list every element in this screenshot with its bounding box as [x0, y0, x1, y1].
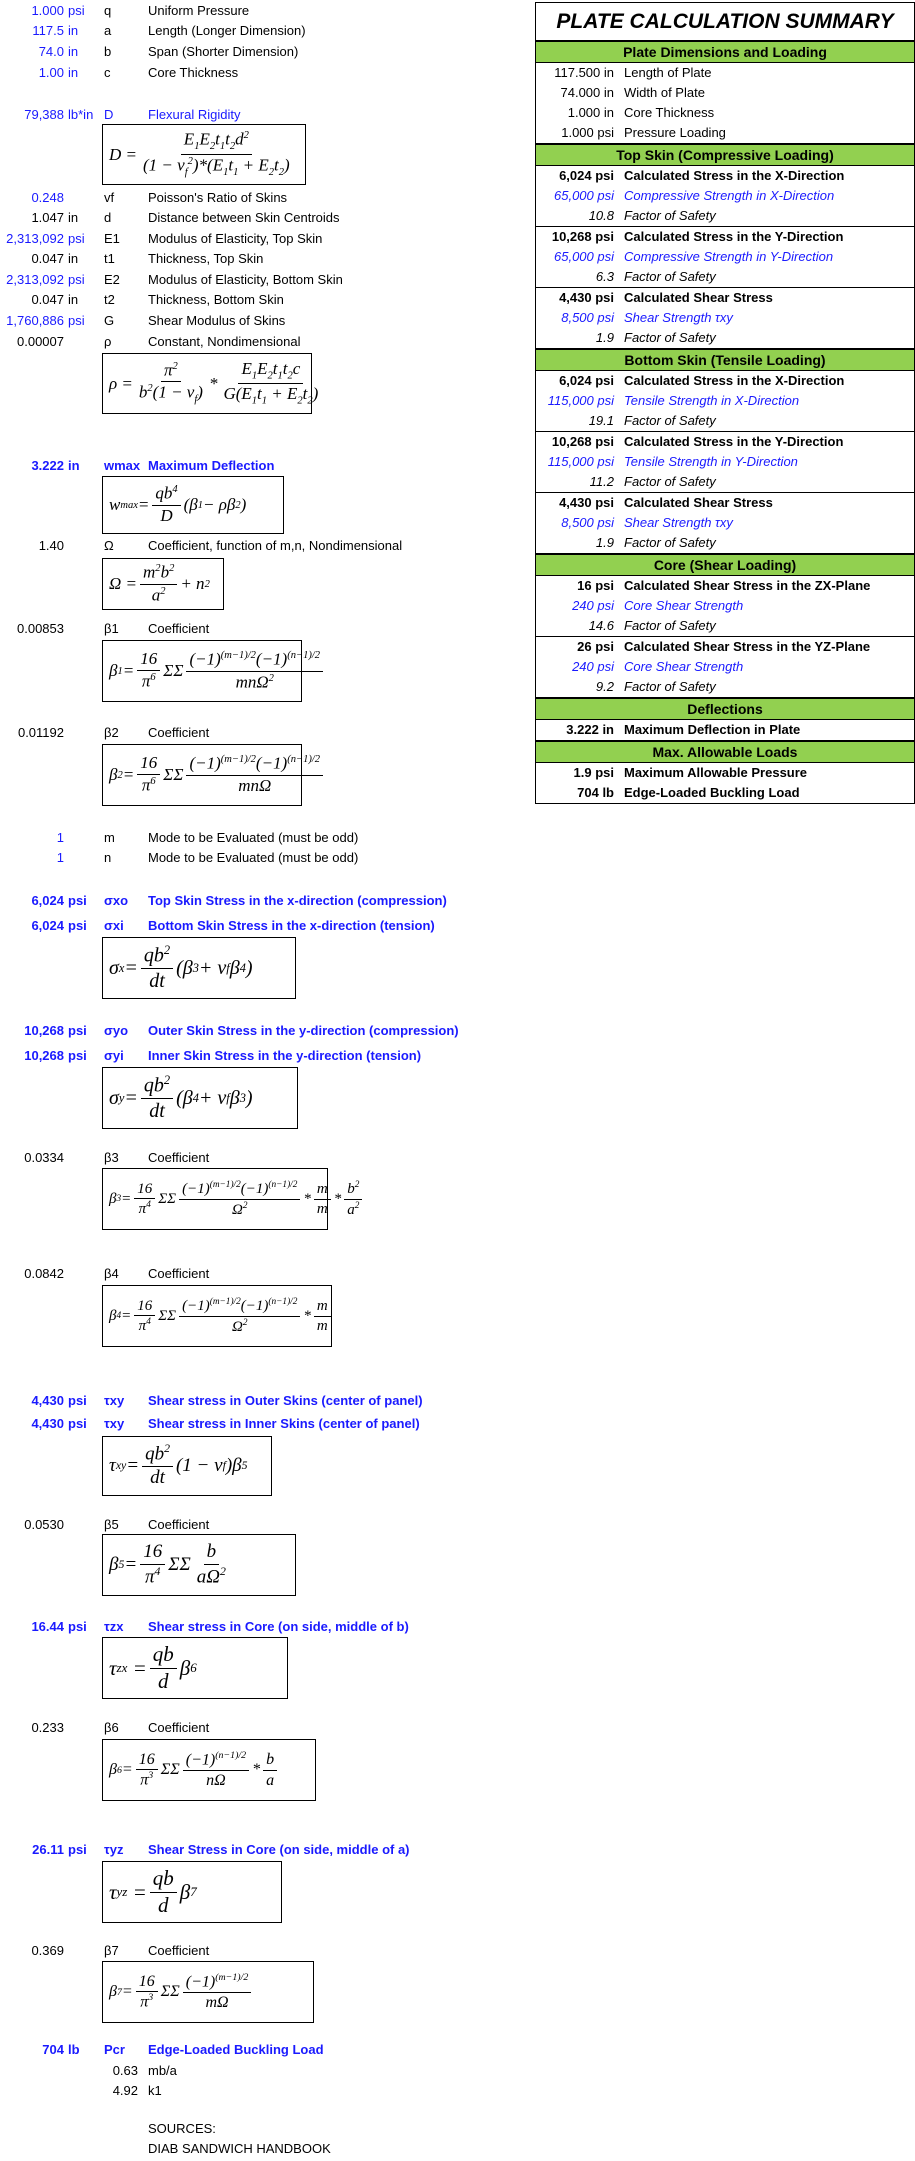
coefficient-desc: Coefficient	[148, 1150, 210, 1165]
summary-value: 1.000 in	[567, 105, 614, 120]
summary-value: 6,024 psi	[559, 168, 614, 183]
result-symbol: τxy	[104, 1393, 125, 1408]
summary-label: Core Shear Strength	[624, 659, 744, 674]
property-desc: Modulus of Elasticity, Bottom Skin	[148, 272, 343, 287]
summary-row	[536, 533, 914, 553]
summary-group	[536, 637, 914, 698]
property-unit: psi	[68, 231, 85, 246]
property-desc: Constant, Nondimensional	[148, 334, 301, 349]
flexural-rigidity-row	[0, 105, 520, 125]
input-symbol: a	[104, 23, 112, 38]
result-value: 6,024	[31, 893, 64, 908]
property-value: 2,313,092	[6, 231, 64, 246]
summary-row	[536, 720, 914, 740]
formula-tau-yz: τ yz = $\frac{qb}{d}$ β 7	[102, 1861, 282, 1923]
summary-row	[536, 411, 914, 431]
result-unit: psi	[68, 1416, 87, 1431]
result-symbol: τxy	[104, 1416, 125, 1431]
summary-body	[536, 41, 914, 803]
stress-row-sigma-xo	[0, 891, 520, 911]
beta2-row	[0, 723, 520, 743]
summary-row	[536, 63, 914, 83]
result-desc: Bottom Skin Stress in the x-direction (tension)	[148, 918, 435, 933]
summary-row	[536, 783, 914, 803]
summary-value: 4,430 psi	[559, 290, 614, 305]
mode-value: 1	[56, 850, 64, 865]
summary-row	[536, 677, 914, 697]
property-symbol: E1	[104, 231, 120, 246]
result-unit: psi	[68, 1023, 87, 1038]
property-row-g	[0, 311, 520, 331]
result-unit: lb	[68, 2042, 80, 2057]
property-symbol: ρ	[104, 334, 112, 349]
formula-rho: ρ = $\frac{\pi^2}{b^2(1 - v_f)}$ * $\frac{E_1E_2t_1t_2c}{G(E_1t_1 + E_2t_2)}$	[102, 353, 312, 414]
mode-desc: Mode to be Evaluated (must be odd)	[148, 850, 359, 865]
summary-group	[536, 576, 914, 637]
summary-group	[536, 166, 914, 227]
summary-row	[536, 83, 914, 103]
coefficient-value: 0.01192	[17, 725, 64, 740]
result-desc: Inner Skin Stress in the y-direction (tension)	[148, 1048, 422, 1063]
property-value: 0.047	[31, 251, 64, 266]
formula-sigma-x: σ x = $\frac{qb^2}{dt}$ (β 3 + v f β 4 )	[102, 937, 296, 999]
property-desc: Thickness, Bottom Skin	[148, 292, 284, 307]
summary-value: 6.3	[595, 269, 614, 284]
summary-title: PLATE CALCULATION SUMMARY	[536, 3, 914, 41]
summary-label: Width of Plate	[624, 85, 705, 100]
property-row-t1	[0, 249, 520, 269]
mode-symbol: n	[104, 850, 112, 865]
summary-value: 8,500 psi	[561, 515, 614, 530]
summary-group	[536, 763, 914, 803]
coefficient-symbol: β7	[104, 1943, 119, 1958]
mode-row-m	[0, 828, 520, 848]
summary-value: 117.500 in	[554, 65, 614, 80]
input-desc: Uniform Pressure	[148, 3, 250, 18]
summary-group	[536, 288, 914, 349]
formula-wmax: w max = $\frac{qb^4}{D}$ (β 1 − ρβ 2 )	[102, 476, 284, 534]
buckling-k1-row	[0, 2081, 520, 2101]
property-symbol: t1	[104, 251, 115, 266]
coefficient-symbol: β6	[104, 1720, 119, 1735]
sources-text: DIAB SANDWICH HANDBOOK	[148, 2141, 331, 2156]
result-unit: psi	[68, 918, 87, 933]
property-unit: in	[68, 251, 79, 266]
summary-row	[536, 432, 914, 452]
input-value: 117.5	[32, 23, 64, 38]
property-unit: psi	[68, 272, 85, 287]
result-desc: Top Skin Stress in the x-direction (compression)	[148, 893, 447, 908]
property-value: 0.00007	[17, 334, 64, 349]
input-unit: in	[68, 44, 79, 59]
summary-value: 10,268 psi	[551, 434, 614, 449]
input-symbol: q	[104, 3, 112, 18]
summary-label: Factor of Safety	[624, 679, 716, 694]
property-symbol: E2	[104, 272, 120, 287]
coefficient-symbol: β4	[104, 1266, 119, 1281]
ratio-value: 0.63	[112, 2063, 138, 2078]
property-row-t2	[0, 290, 520, 310]
property-unit: in	[68, 292, 79, 307]
summary-value: 19.1	[588, 413, 614, 428]
property-unit: psi	[68, 313, 85, 328]
summary-label: Tensile Strength in X-Direction	[624, 393, 800, 408]
buckling-load-row	[0, 2040, 520, 2060]
summary-group	[536, 371, 914, 432]
deflection-row	[0, 456, 520, 476]
beta4-row	[0, 1264, 520, 1284]
summary-group	[536, 63, 914, 144]
formula-beta1: β 1 = $\frac{16}{\pi^6}$ ΣΣ $\frac{(-1)^{(m-1)/2}(-1)^{(n-1)/2}}{mn\Omega^2}$	[102, 640, 302, 702]
result-symbol: τzx	[104, 1619, 124, 1634]
summary-row	[536, 371, 914, 391]
summary-section-header: Bottom Skin (Tensile Loading)	[536, 349, 914, 371]
property-unit: in	[68, 210, 79, 225]
result-desc: Shear stress in Outer Skins (center of panel)	[148, 1393, 423, 1408]
property-symbol: G	[104, 313, 115, 328]
summary-value: 10,268 psi	[551, 229, 614, 244]
result-value: 10,268	[24, 1023, 64, 1038]
coefficient-value: 0.369	[31, 1943, 64, 1958]
stress-row-sigma-yo	[0, 1021, 520, 1041]
result-symbol: σyi	[104, 1048, 124, 1063]
summary-row	[536, 123, 914, 143]
summary-label: Length of Plate	[624, 65, 712, 80]
beta3-row	[0, 1148, 520, 1168]
summary-value: 115,000 psi	[547, 454, 614, 469]
coefficient-value: 0.0334	[24, 1150, 64, 1165]
summary-group	[536, 720, 914, 741]
coefficient-symbol: β5	[104, 1517, 119, 1532]
summary-label: Compressive Strength in X-Direction	[624, 188, 835, 203]
result-desc: Edge-Loaded Buckling Load	[148, 2042, 324, 2057]
summary-label: Shear Strength τxy	[624, 310, 733, 325]
coefficient-value: 0.0530	[24, 1517, 64, 1532]
summary-label: Compressive Strength in Y-Direction	[624, 249, 834, 264]
summary-label: Core Thickness	[624, 105, 715, 120]
summary-label: Calculated Shear Stress in the YZ-Plane	[624, 639, 871, 654]
coefficient-value: 0.0842	[24, 1266, 64, 1281]
summary-label: Calculated Shear Stress	[624, 495, 773, 510]
summary-value: 8,500 psi	[561, 310, 614, 325]
summary-row	[536, 308, 914, 328]
beta6-row	[0, 1718, 520, 1738]
summary-value: 4,430 psi	[559, 495, 614, 510]
input-value: 74.0	[38, 44, 64, 59]
summary-section-header: Max. Allowable Loads	[536, 741, 914, 763]
property-value: 0.047	[31, 292, 64, 307]
result-symbol: σxo	[104, 893, 129, 908]
property-desc: Shear Modulus of Skins	[148, 313, 286, 328]
result-unit: psi	[68, 1619, 87, 1634]
coefficient-desc: Coefficient	[148, 1266, 210, 1281]
property-value: 2,313,092	[6, 272, 64, 287]
summary-group	[536, 432, 914, 493]
summary-row	[536, 616, 914, 636]
summary-row	[536, 493, 914, 513]
summary-label: Calculated Shear Stress in the ZX-Plane	[624, 578, 871, 593]
summary-label: Shear Strength τxy	[624, 515, 733, 530]
input-value: 1.00	[38, 65, 64, 80]
summary-row	[536, 576, 914, 596]
summary-value: 704 lb	[577, 785, 614, 800]
coefficient-desc: Coefficient	[148, 725, 210, 740]
formula-beta4: β 4 = $\frac{16}{\pi^4}$ ΣΣ $\frac{(-1)^{(m-1)/2}(-1)^{(n-1)/2}}{\Omega^2}$ * $\frac{m}{m}$	[102, 1285, 332, 1347]
summary-value: 74.000 in	[560, 85, 614, 100]
property-symbol: d	[104, 210, 112, 225]
summary-row	[536, 513, 914, 533]
summary-row	[536, 472, 914, 492]
result-symbol: Pcr	[104, 2042, 125, 2057]
beta7-row	[0, 1941, 520, 1961]
input-desc: Length (Longer Dimension)	[148, 23, 306, 38]
coefficient-desc: Coefficient, function of m,n, Nondimensional	[148, 538, 403, 553]
property-value: 1,760,886	[6, 313, 64, 328]
summary-group	[536, 493, 914, 554]
input-symbol: c	[104, 65, 111, 80]
coefficient-value: 0.00853	[17, 621, 64, 636]
property-symbol: t2	[104, 292, 115, 307]
result-symbol: σxi	[104, 918, 124, 933]
summary-row	[536, 227, 914, 247]
input-symbol: b	[104, 44, 112, 59]
result-value: 4,430	[31, 1393, 64, 1408]
coefficient-desc: Coefficient	[148, 621, 210, 636]
result-desc: Maximum Deflection	[148, 458, 275, 473]
k1-value: 4.92	[112, 2083, 138, 2098]
input-unit: psi	[68, 3, 85, 18]
summary-label: Factor of Safety	[624, 618, 716, 633]
summary-value: 1.000 psi	[561, 125, 614, 140]
input-row-a	[0, 21, 520, 41]
property-row-vf	[0, 188, 520, 208]
coefficient-symbol: β2	[104, 725, 119, 740]
summary-row	[536, 657, 914, 677]
omega-row	[0, 536, 520, 556]
summary-label: Tensile Strength in Y-Direction	[624, 454, 798, 469]
result-desc: Shear stress in Inner Skins (center of panel)	[148, 1416, 420, 1431]
formula-tau-zx: τ zx = $\frac{qb}{d}$ β 6	[102, 1637, 288, 1699]
property-row-d	[0, 208, 520, 228]
sources-label: SOURCES:	[148, 2121, 216, 2136]
summary-value: 14.6	[588, 618, 614, 633]
property-symbol: vf	[104, 190, 115, 205]
property-desc: Thickness, Top Skin	[148, 251, 264, 266]
input-value: 1.000	[31, 3, 64, 18]
formula-beta7: β 7 = $\frac{16}{\pi^3}$ ΣΣ $\frac{(-1)^{(m-1)/2}}{m\Omega}$	[102, 1961, 314, 2023]
formula-beta6: β 6 = $\frac{16}{\pi^3}$ ΣΣ $\frac{(-1)^{(n-1)/2}}{n\Omega}$ * $\frac{b}{a}$	[102, 1739, 316, 1801]
property-row-e2	[0, 270, 520, 290]
property-row-rho	[0, 332, 520, 352]
ratio-label: mb/a	[148, 2063, 177, 2078]
summary-value: 11.2	[589, 474, 614, 489]
input-unit: in	[68, 65, 79, 80]
coefficient-symbol: β3	[104, 1150, 119, 1165]
summary-row	[536, 452, 914, 472]
formula-beta2: β 2 = $\frac{16}{\pi^6}$ ΣΣ $\frac{(-1)^{(m-1)/2}(-1)^{(n-1)/2}}{\text{mnΩ}}$	[102, 744, 302, 806]
summary-value: 1.9 psi	[573, 765, 614, 780]
summary-row	[536, 763, 914, 783]
summary-row	[536, 247, 914, 267]
coefficient-desc: Coefficient	[148, 1517, 210, 1532]
summary-section-header: Plate Dimensions and Loading	[536, 41, 914, 63]
summary-label: Edge-Loaded Buckling Load	[624, 785, 800, 800]
result-value: 3.222	[31, 458, 64, 473]
result-unit: psi	[68, 1048, 87, 1063]
beta5-row	[0, 1515, 520, 1535]
summary-value: 16 psi	[577, 578, 614, 593]
stress-row-sigma-xi	[0, 916, 520, 936]
property-desc: Poisson's Ratio of Skins	[148, 190, 288, 205]
coefficient-desc: Coefficient	[148, 1720, 210, 1735]
summary-label: Calculated Stress in the Y-Direction	[624, 434, 844, 449]
property-desc: Modulus of Elasticity, Top Skin	[148, 231, 323, 246]
summary-row	[536, 328, 914, 348]
result-desc: Shear stress in Core (on side, middle of b)	[148, 1619, 409, 1634]
formula-beta3: β 3 = $\frac{16}{\pi^4}$ ΣΣ $\frac{(-1)^{(m-1)/2}(-1)^{(n-1)/2}}{\Omega^2}$ * $\frac{m}{m}$ * $\frac{b^2}{a^2}$	[102, 1168, 328, 1230]
summary-value: 26 psi	[577, 639, 614, 654]
result-unit: in	[68, 458, 80, 473]
stress-row-tau-zx	[0, 1617, 520, 1637]
input-row-c	[0, 63, 520, 83]
coefficient-symbol: β1	[104, 621, 119, 636]
coefficient-value: 1.40	[38, 538, 64, 553]
input-row-b	[0, 42, 520, 62]
summary-label: Factor of Safety	[624, 535, 716, 550]
summary-row	[536, 637, 914, 657]
summary-label: Maximum Allowable Pressure	[624, 765, 808, 780]
summary-value: 9.2	[595, 679, 614, 694]
input-desc: Span (Shorter Dimension)	[148, 44, 299, 59]
mode-row-n	[0, 848, 520, 868]
stress-row-sigma-yi	[0, 1046, 520, 1066]
mode-desc: Mode to be Evaluated (must be odd)	[148, 830, 359, 845]
summary-label: Maximum Deflection in Plate	[624, 722, 801, 737]
summary-label: Factor of Safety	[624, 413, 716, 428]
summary-label: Pressure Loading	[624, 125, 726, 140]
summary-table	[535, 2, 915, 804]
summary-row	[536, 103, 914, 123]
result-symbol: τyz	[104, 1842, 124, 1857]
formula-beta5: β 5 = $\frac{16}{\pi^4}$ ΣΣ $\frac{b}{a\Omega^2}$	[102, 1534, 296, 1596]
summary-value: 6,024 psi	[559, 373, 614, 388]
summary-row	[536, 596, 914, 616]
result-unit: psi	[68, 893, 87, 908]
coefficient-symbol: Ω	[104, 538, 114, 553]
summary-value: 240 psi	[572, 659, 614, 674]
formula-sigma-y: σ y = $\frac{qb^2}{dt}$ (β 4 + v f β 3 )	[102, 1067, 298, 1129]
input-desc: Core Thickness	[148, 65, 239, 80]
result-symbol: wmax	[104, 458, 141, 473]
summary-row	[536, 206, 914, 226]
summary-label: Factor of Safety	[624, 269, 716, 284]
result-unit: psi	[68, 1393, 87, 1408]
summary-value: 1.9	[595, 330, 614, 345]
property-desc: Distance between Skin Centroids	[148, 210, 340, 225]
summary-label: Calculated Stress in the X-Direction	[624, 373, 845, 388]
summary-label: Calculated Shear Stress	[624, 290, 773, 305]
summary-row	[536, 391, 914, 411]
result-value: 704	[42, 2042, 64, 2057]
summary-label: Calculated Stress in the Y-Direction	[624, 229, 844, 244]
k1-label: k1	[148, 2083, 162, 2098]
result-symbol: σyo	[104, 1023, 129, 1038]
summary-label: Core Shear Strength	[624, 598, 744, 613]
result-value: 6,024	[31, 918, 64, 933]
summary-row	[536, 288, 914, 308]
property-row-e1	[0, 229, 520, 249]
input-unit: in	[68, 23, 79, 38]
result-desc: Flexural Rigidity	[148, 107, 241, 122]
summary-group	[536, 227, 914, 288]
summary-value: 10.8	[588, 208, 614, 223]
result-value: 4,430	[31, 1416, 64, 1431]
summary-row	[536, 166, 914, 186]
result-value: 16.44	[31, 1619, 64, 1634]
summary-label: Calculated Stress in the X-Direction	[624, 168, 845, 183]
formula-tau-xy: τ xy = $\frac{qb^2}{dt}$ (1 − v f )β 5	[102, 1436, 272, 1496]
coefficient-desc: Coefficient	[148, 1943, 210, 1958]
result-symbol: D	[104, 107, 114, 122]
summary-row	[536, 267, 914, 287]
summary-value: 3.222 in	[566, 722, 614, 737]
summary-value: 240 psi	[572, 598, 614, 613]
stress-row-tau-xy-outer	[0, 1391, 520, 1411]
summary-value: 115,000 psi	[547, 393, 614, 408]
stress-row-tau-yz	[0, 1840, 520, 1860]
property-value: 0.248	[31, 190, 64, 205]
result-value: 26.11	[32, 1842, 64, 1857]
summary-value: 1.9	[595, 535, 614, 550]
mode-value: 1	[56, 830, 64, 845]
mode-symbol: m	[104, 830, 115, 845]
summary-label: Factor of Safety	[624, 330, 716, 345]
summary-section-header: Deflections	[536, 698, 914, 720]
summary-label: Factor of Safety	[624, 208, 716, 223]
summary-value: 65,000 psi	[554, 249, 614, 264]
result-unit: psi	[68, 1842, 87, 1857]
result-desc: Outer Skin Stress in the y-direction (compression)	[148, 1023, 459, 1038]
summary-row	[536, 186, 914, 206]
formula-omega: Ω = $\frac{m^2b^2}{a^2}$ + n 2	[102, 558, 224, 610]
formula-d: D = $\frac{E_1E_2t_1t_2d^2}{(1 - v_f^2)*(E_1t_1 + E_2t_2)}$	[102, 124, 306, 185]
result-value: 10,268	[24, 1048, 64, 1063]
summary-section-header: Core (Shear Loading)	[536, 554, 914, 576]
stress-row-tau-xy-inner	[0, 1414, 520, 1434]
summary-value: 65,000 psi	[554, 188, 614, 203]
buckling-ratio-row	[0, 2061, 520, 2081]
summary-section-header: Top Skin (Compressive Loading)	[536, 144, 914, 166]
input-row-q	[0, 1, 520, 21]
result-value: 79,388	[24, 107, 64, 122]
result-unit: lb*in	[68, 107, 94, 122]
property-value: 1.047	[31, 210, 64, 225]
summary-label: Factor of Safety	[624, 474, 716, 489]
result-desc: Shear Stress in Core (on side, middle of a)	[148, 1842, 410, 1857]
beta1-row	[0, 619, 520, 639]
coefficient-value: 0.233	[31, 1720, 64, 1735]
